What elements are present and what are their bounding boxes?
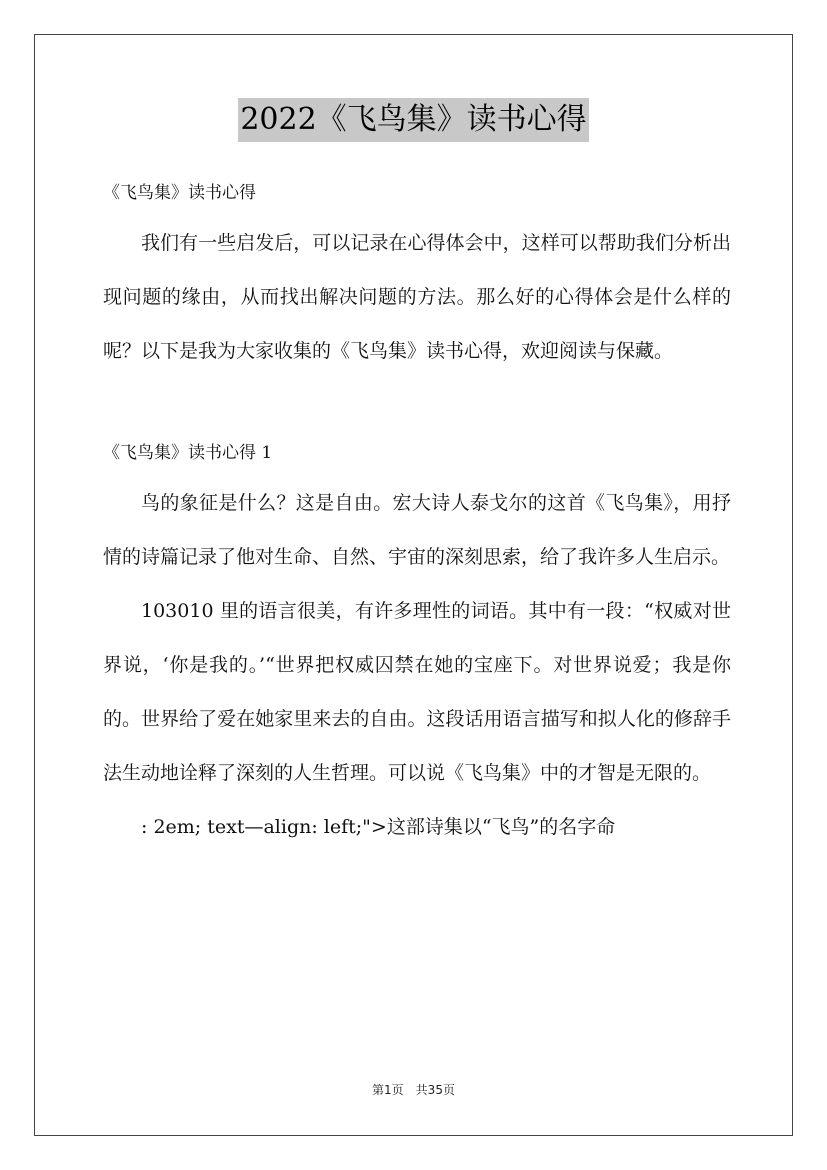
page-footer xyxy=(0,1081,827,1098)
body-paragraph: 鸟的象征是什么？这是自由。宏大诗人泰戈尔的这首《飞鸟集》，用抒情的诗篇记录了他对生命、自然、宇宙的深刻思索，给了我许多人生启示。 xyxy=(103,492,731,568)
title-container xyxy=(0,98,827,142)
intro-heading: 《飞鸟集》读书心得 xyxy=(103,183,256,203)
intro-paragraph: 我们有一些启发后，可以记录在心得体会中，这样可以帮助我们分析出现问题的缘由，从而找出解决问题的方法。那么好的心得体会是什么样的呢？以下是我为大家收集的《飞鸟集》读书心得，欢迎阅读与保藏。 xyxy=(103,232,731,362)
page-number: 第1页 共35页 xyxy=(372,1083,455,1097)
document-title: 2022《飞鸟集》读书心得 xyxy=(238,98,588,142)
body-paragraph: : 2em; text—align: left;">这部诗集以“飞鸟”的名字命 xyxy=(141,816,616,838)
body-paragraph: 103010 里的语言很美，有许多理性的词语。其中有一段：“权威对世界说，‘你是我的。’“世界把权威囚禁在她的宝座下。对世界说爱；我是你的。世界给了爱在她家里来去的自由。这段话用语言描写和拟人化的修辞手法生动地诠释了深刻的人生哲理。可以说《飞鸟集》中的才智是无限的。 xyxy=(103,600,731,784)
section-spacer xyxy=(103,378,731,430)
section-heading: 《飞鸟集》读书心得 1 xyxy=(103,443,273,463)
document-body xyxy=(103,170,731,854)
